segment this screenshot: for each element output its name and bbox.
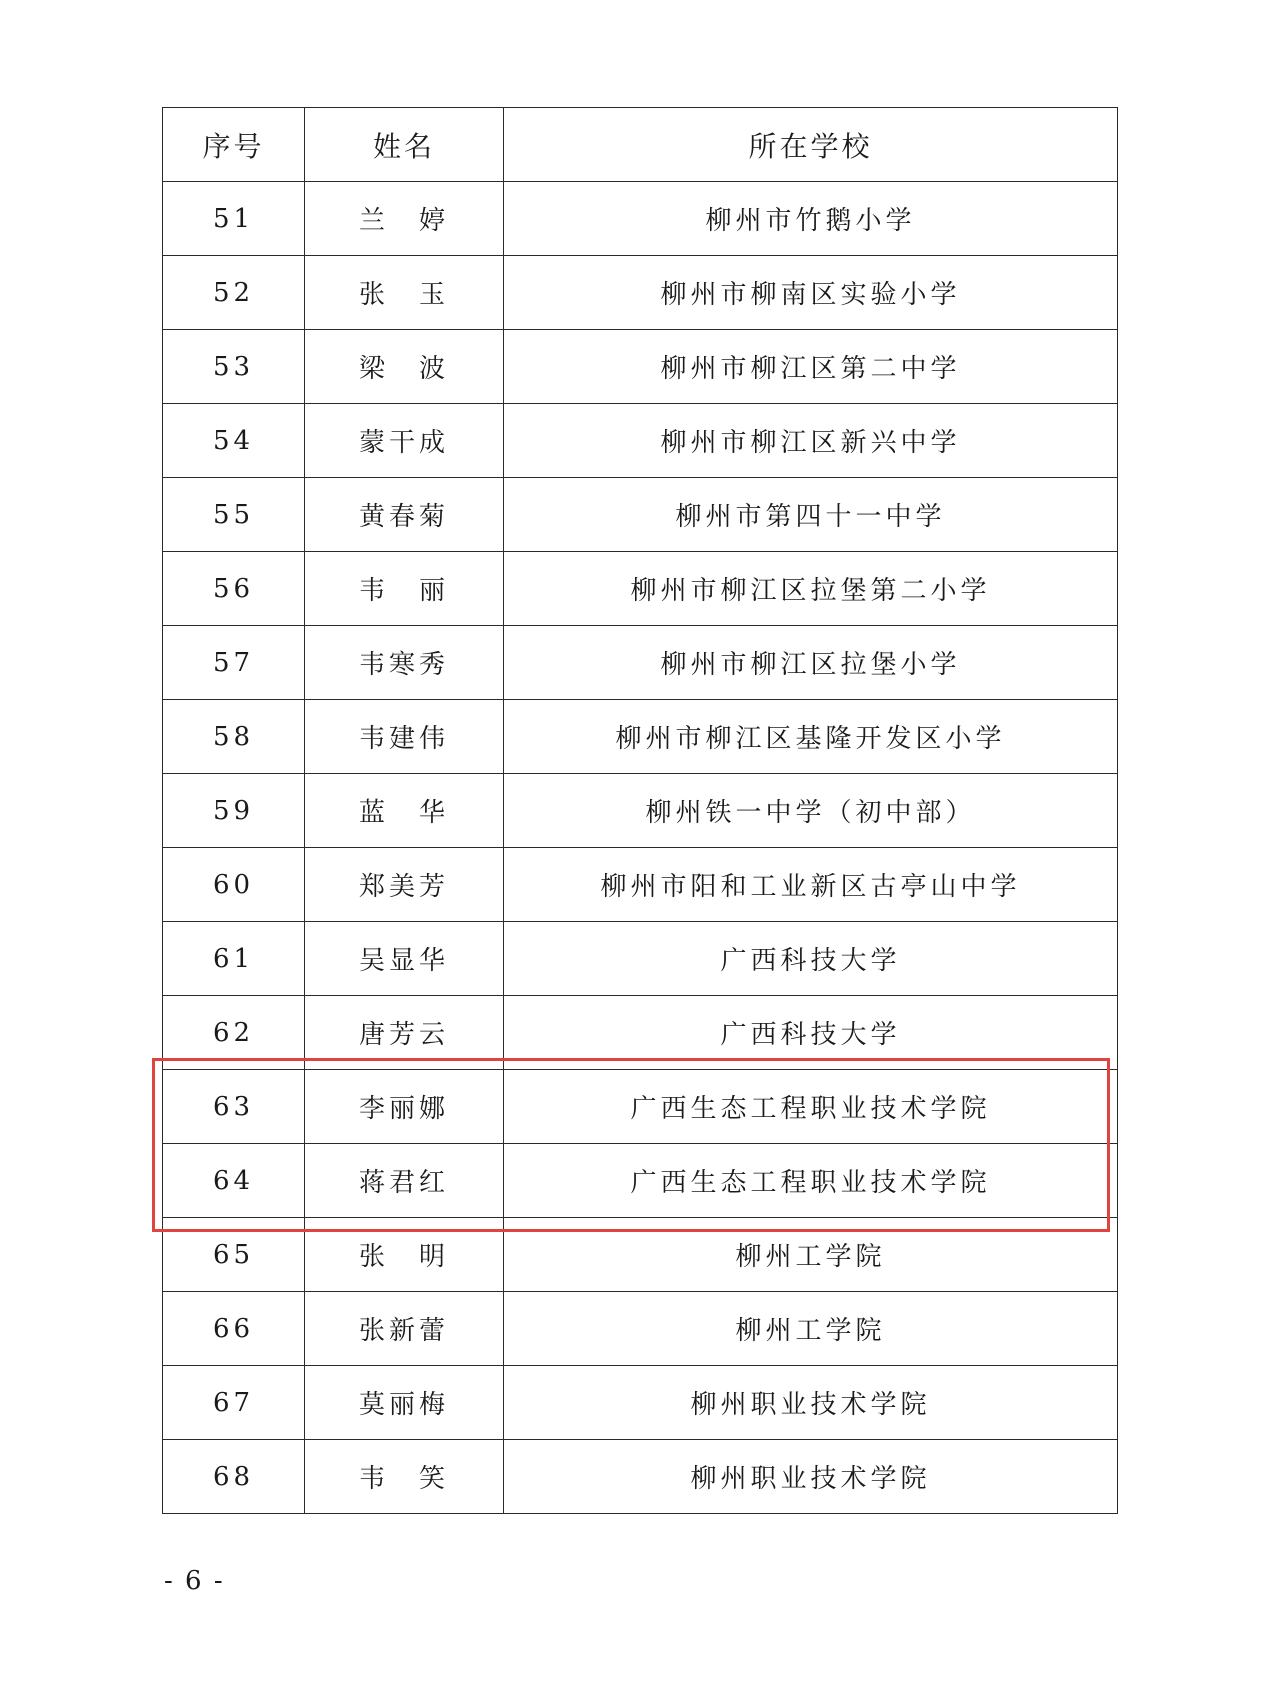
row-name: 张 明 <box>305 1218 504 1292</box>
row-number: 53 <box>163 330 305 404</box>
row-number: 68 <box>163 1440 305 1514</box>
table-row <box>163 1218 1118 1292</box>
table-row <box>163 182 1118 256</box>
row-name: 郑美芳 <box>305 848 504 922</box>
table-row <box>163 478 1118 552</box>
row-school: 柳州职业技术学院 <box>504 1366 1118 1440</box>
table-row <box>163 626 1118 700</box>
page-number: - 6 - <box>164 1566 225 1596</box>
table-header-row <box>163 108 1118 182</box>
row-number: 65 <box>163 1218 305 1292</box>
table-row <box>163 774 1118 848</box>
row-number: 52 <box>163 256 305 330</box>
row-school: 柳州市柳江区拉堡小学 <box>504 626 1118 700</box>
table-row <box>163 1292 1118 1366</box>
row-number: 67 <box>163 1366 305 1440</box>
row-school: 柳州市阳和工业新区古亭山中学 <box>504 848 1118 922</box>
row-school: 柳州工学院 <box>504 1292 1118 1366</box>
row-number: 64 <box>163 1144 305 1218</box>
row-number: 51 <box>163 182 305 256</box>
row-school: 柳州市柳江区拉堡第二小学 <box>504 552 1118 626</box>
row-number: 58 <box>163 700 305 774</box>
row-number: 54 <box>163 404 305 478</box>
row-name: 韦 笑 <box>305 1440 504 1514</box>
row-number: 63 <box>163 1070 305 1144</box>
row-number: 61 <box>163 922 305 996</box>
row-school: 柳州市第四十一中学 <box>504 478 1118 552</box>
header-school: 所在学校 <box>504 108 1118 182</box>
table-row <box>163 700 1118 774</box>
row-number: 56 <box>163 552 305 626</box>
row-school: 广西生态工程职业技术学院 <box>504 1144 1118 1218</box>
roster-table <box>162 107 1118 1514</box>
row-name: 兰 婷 <box>305 182 504 256</box>
row-school: 广西科技大学 <box>504 996 1118 1070</box>
header-number: 序号 <box>163 108 305 182</box>
row-name: 唐芳云 <box>305 996 504 1070</box>
row-number: 60 <box>163 848 305 922</box>
row-name: 韦建伟 <box>305 700 504 774</box>
row-school: 柳州市柳江区第二中学 <box>504 330 1118 404</box>
row-name: 黄春菊 <box>305 478 504 552</box>
row-name: 梁 波 <box>305 330 504 404</box>
row-name: 韦 丽 <box>305 552 504 626</box>
row-name: 蒙干成 <box>305 404 504 478</box>
row-number: 55 <box>163 478 305 552</box>
roster-body <box>163 182 1118 1514</box>
table-row <box>163 848 1118 922</box>
table-row <box>163 996 1118 1070</box>
row-name: 张 玉 <box>305 256 504 330</box>
row-school: 柳州市柳江区新兴中学 <box>504 404 1118 478</box>
row-number: 62 <box>163 996 305 1070</box>
row-name: 蓝 华 <box>305 774 504 848</box>
table-row <box>163 922 1118 996</box>
table-row <box>163 1070 1118 1144</box>
table-row <box>163 1366 1118 1440</box>
row-school: 柳州工学院 <box>504 1218 1118 1292</box>
row-name: 吴显华 <box>305 922 504 996</box>
row-number: 57 <box>163 626 305 700</box>
row-name: 蒋君红 <box>305 1144 504 1218</box>
row-school: 广西生态工程职业技术学院 <box>504 1070 1118 1144</box>
table-row <box>163 1144 1118 1218</box>
header-name: 姓名 <box>305 108 504 182</box>
row-name: 韦寒秀 <box>305 626 504 700</box>
row-school: 柳州市柳江区基隆开发区小学 <box>504 700 1118 774</box>
row-school: 柳州职业技术学院 <box>504 1440 1118 1514</box>
row-school: 柳州市竹鹅小学 <box>504 182 1118 256</box>
row-name: 莫丽梅 <box>305 1366 504 1440</box>
table-row <box>163 552 1118 626</box>
row-school: 广西科技大学 <box>504 922 1118 996</box>
row-name: 李丽娜 <box>305 1070 504 1144</box>
table-row <box>163 330 1118 404</box>
table-row <box>163 256 1118 330</box>
row-number: 59 <box>163 774 305 848</box>
table-row <box>163 1440 1118 1514</box>
table-row <box>163 404 1118 478</box>
row-school: 柳州铁一中学（初中部） <box>504 774 1118 848</box>
row-number: 66 <box>163 1292 305 1366</box>
row-school: 柳州市柳南区实验小学 <box>504 256 1118 330</box>
row-name: 张新蕾 <box>305 1292 504 1366</box>
